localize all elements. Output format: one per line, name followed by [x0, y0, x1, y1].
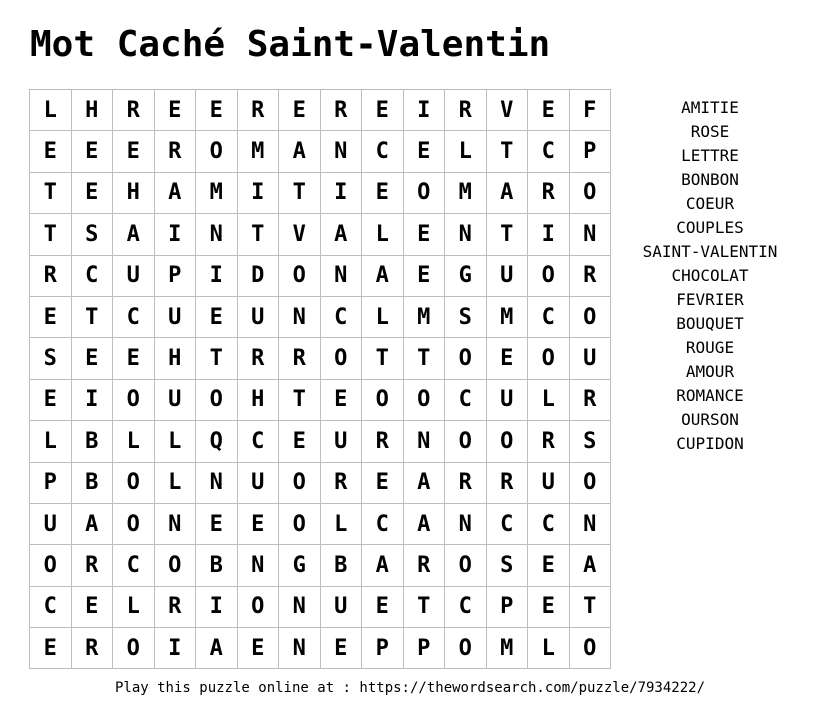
word-list-item: LETTRE: [681, 146, 739, 165]
grid-cell[interactable]: T: [279, 173, 321, 214]
grid-cell[interactable]: E: [404, 256, 446, 297]
grid-cell[interactable]: O: [279, 463, 321, 504]
grid-cell[interactable]: A: [113, 214, 155, 255]
grid-cell[interactable]: A: [570, 545, 612, 586]
grid-cell[interactable]: M: [404, 297, 446, 338]
grid-cell[interactable]: H: [72, 90, 114, 131]
grid-cell[interactable]: T: [72, 297, 114, 338]
grid-cell[interactable]: E: [404, 131, 446, 172]
grid-cell[interactable]: T: [570, 587, 612, 628]
grid-cell[interactable]: A: [487, 173, 529, 214]
grid-cell[interactable]: N: [321, 131, 363, 172]
grid-cell[interactable]: I: [238, 173, 280, 214]
grid-cell[interactable]: C: [321, 297, 363, 338]
grid-cell[interactable]: O: [196, 380, 238, 421]
grid-cell[interactable]: T: [30, 173, 72, 214]
word-list-item: CHOCOLAT: [671, 266, 749, 285]
grid-cell[interactable]: D: [238, 256, 280, 297]
grid-cell[interactable]: O: [30, 545, 72, 586]
grid-cell[interactable]: N: [445, 504, 487, 545]
grid-cell[interactable]: E: [72, 131, 114, 172]
grid-cell[interactable]: E: [238, 504, 280, 545]
grid-cell[interactable]: A: [404, 463, 446, 504]
grid-cell[interactable]: R: [570, 256, 612, 297]
grid-cell[interactable]: C: [528, 504, 570, 545]
grid-cell[interactable]: B: [72, 463, 114, 504]
grid-cell[interactable]: L: [528, 380, 570, 421]
grid-cell[interactable]: P: [570, 131, 612, 172]
grid-cell[interactable]: E: [528, 90, 570, 131]
grid-cell[interactable]: C: [362, 131, 404, 172]
grid-cell[interactable]: M: [196, 173, 238, 214]
grid-cell[interactable]: B: [321, 545, 363, 586]
grid-cell[interactable]: S: [487, 545, 529, 586]
grid-cell[interactable]: V: [487, 90, 529, 131]
grid-cell[interactable]: U: [155, 380, 197, 421]
word-list-item: BONBON: [681, 170, 739, 189]
grid-cell[interactable]: R: [487, 463, 529, 504]
grid-cell[interactable]: L: [362, 214, 404, 255]
grid-cell[interactable]: O: [404, 173, 446, 214]
grid-cell[interactable]: O: [404, 380, 446, 421]
grid-cell[interactable]: L: [113, 421, 155, 462]
grid-cell[interactable]: E: [30, 628, 72, 669]
word-list-item: AMITIE: [681, 98, 739, 117]
word-list-item: ROUGE: [685, 338, 735, 357]
grid-cell[interactable]: R: [445, 90, 487, 131]
grid-cell[interactable]: E: [362, 587, 404, 628]
play-online-footer: Play this puzzle online at : https://thewordsearch.com/puzzle/7934222/: [114, 680, 705, 696]
word-list-item: AMOUR: [685, 362, 735, 381]
grid-cell[interactable]: I: [155, 628, 197, 669]
grid-cell[interactable]: R: [404, 545, 446, 586]
grid-cell[interactable]: S: [72, 214, 114, 255]
grid-cell[interactable]: M: [445, 173, 487, 214]
grid-cell[interactable]: O: [570, 297, 612, 338]
grid-cell[interactable]: E: [196, 504, 238, 545]
grid-cell[interactable]: L: [321, 504, 363, 545]
grid-cell[interactable]: R: [528, 421, 570, 462]
grid-cell[interactable]: N: [570, 504, 612, 545]
grid-cell[interactable]: E: [30, 131, 72, 172]
grid-cell[interactable]: R: [113, 90, 155, 131]
grid-cell[interactable]: E: [196, 297, 238, 338]
grid-cell[interactable]: U: [487, 380, 529, 421]
grid-cell[interactable]: E: [238, 628, 280, 669]
grid-cell[interactable]: I: [404, 90, 446, 131]
grid-cell[interactable]: O: [113, 628, 155, 669]
grid-cell[interactable]: A: [279, 131, 321, 172]
grid-cell[interactable]: E: [279, 421, 321, 462]
word-list-item: OURSON: [681, 410, 739, 429]
grid-cell[interactable]: E: [72, 173, 114, 214]
grid-cell[interactable]: E: [362, 90, 404, 131]
word-list-item: SAINT-VALENTIN: [642, 242, 778, 261]
grid-cell[interactable]: H: [155, 338, 197, 379]
grid-cell[interactable]: N: [279, 587, 321, 628]
grid-cell[interactable]: T: [487, 131, 529, 172]
grid-cell[interactable]: R: [362, 421, 404, 462]
grid-cell[interactable]: E: [30, 297, 72, 338]
grid-cell[interactable]: P: [404, 628, 446, 669]
grid-cell[interactable]: O: [196, 131, 238, 172]
grid-cell[interactable]: R: [321, 90, 363, 131]
grid-cell[interactable]: O: [445, 421, 487, 462]
grid-cell[interactable]: L: [30, 90, 72, 131]
grid-cell[interactable]: E: [72, 587, 114, 628]
grid-cell[interactable]: G: [445, 256, 487, 297]
grid-cell[interactable]: R: [238, 338, 280, 379]
grid-cell[interactable]: N: [321, 256, 363, 297]
word-list-item: CUPIDON: [676, 434, 744, 453]
grid-cell[interactable]: E: [487, 338, 529, 379]
grid-cell[interactable]: H: [238, 380, 280, 421]
grid-cell[interactable]: U: [113, 256, 155, 297]
grid-cell[interactable]: G: [279, 545, 321, 586]
grid-cell[interactable]: R: [155, 131, 197, 172]
grid-cell[interactable]: T: [30, 214, 72, 255]
grid-cell[interactable]: E: [321, 628, 363, 669]
grid-cell[interactable]: C: [238, 421, 280, 462]
grid-cell[interactable]: O: [279, 256, 321, 297]
grid-cell[interactable]: N: [196, 214, 238, 255]
grid-cell[interactable]: P: [362, 628, 404, 669]
grid-cell[interactable]: U: [30, 504, 72, 545]
grid-cell[interactable]: C: [487, 504, 529, 545]
grid-cell[interactable]: U: [570, 338, 612, 379]
grid-cell[interactable]: U: [321, 587, 363, 628]
word-list-item: COEUR: [685, 194, 735, 213]
grid-cell[interactable]: T: [362, 338, 404, 379]
grid-cell[interactable]: M: [238, 131, 280, 172]
word-list-item: ROMANCE: [676, 386, 744, 405]
grid-cell[interactable]: F: [570, 90, 612, 131]
grid-cell[interactable]: Q: [196, 421, 238, 462]
grid-cell[interactable]: S: [445, 297, 487, 338]
grid-cell[interactable]: N: [279, 628, 321, 669]
grid-cell[interactable]: C: [362, 504, 404, 545]
grid-cell[interactable]: E: [72, 338, 114, 379]
word-list-item: FEVRIER: [676, 290, 744, 309]
grid-cell[interactable]: R: [279, 338, 321, 379]
grid-cell[interactable]: O: [362, 380, 404, 421]
grid-cell[interactable]: B: [196, 545, 238, 586]
grid-cell[interactable]: R: [72, 628, 114, 669]
grid-cell[interactable]: O: [321, 338, 363, 379]
grid-cell[interactable]: N: [238, 545, 280, 586]
grid-cell[interactable]: S: [570, 421, 612, 462]
grid-cell[interactable]: E: [155, 90, 197, 131]
grid-cell[interactable]: C: [445, 587, 487, 628]
grid-cell[interactable]: O: [113, 463, 155, 504]
grid-cell[interactable]: E: [113, 338, 155, 379]
grid-cell[interactable]: E: [279, 90, 321, 131]
grid-cell[interactable]: E: [113, 131, 155, 172]
grid-cell[interactable]: O: [113, 380, 155, 421]
grid-cell[interactable]: C: [113, 297, 155, 338]
grid-cell[interactable]: M: [487, 628, 529, 669]
grid-cell[interactable]: R: [321, 463, 363, 504]
grid-cell[interactable]: R: [238, 90, 280, 131]
puzzle-title: Mot Caché Saint-Valentin: [30, 24, 551, 65]
grid-cell[interactable]: O: [570, 628, 612, 669]
grid-cell[interactable]: L: [155, 463, 197, 504]
grid-cell[interactable]: L: [113, 587, 155, 628]
grid-cell[interactable]: O: [113, 504, 155, 545]
grid-cell[interactable]: L: [30, 421, 72, 462]
grid-cell[interactable]: R: [30, 256, 72, 297]
grid-cell[interactable]: P: [487, 587, 529, 628]
grid-cell[interactable]: N: [445, 214, 487, 255]
grid-cell[interactable]: A: [321, 214, 363, 255]
grid-cell[interactable]: R: [528, 173, 570, 214]
grid-cell[interactable]: E: [362, 173, 404, 214]
grid-cell[interactable]: H: [113, 173, 155, 214]
grid-cell[interactable]: I: [196, 256, 238, 297]
grid-cell[interactable]: A: [196, 628, 238, 669]
grid-cell[interactable]: N: [279, 297, 321, 338]
grid-cell[interactable]: V: [279, 214, 321, 255]
grid-cell[interactable]: R: [155, 587, 197, 628]
grid-cell[interactable]: O: [445, 338, 487, 379]
word-list: [610, 96, 810, 456]
grid-cell[interactable]: I: [196, 587, 238, 628]
grid-cell[interactable]: L: [362, 297, 404, 338]
grid-cell[interactable]: N: [570, 214, 612, 255]
grid-cell[interactable]: S: [30, 338, 72, 379]
grid-cell[interactable]: P: [155, 256, 197, 297]
grid-cell[interactable]: U: [238, 297, 280, 338]
grid-cell[interactable]: A: [155, 173, 197, 214]
grid-cell[interactable]: T: [487, 214, 529, 255]
grid-cell[interactable]: T: [279, 380, 321, 421]
grid-cell[interactable]: A: [362, 256, 404, 297]
grid-cell[interactable]: N: [404, 421, 446, 462]
grid-cell[interactable]: E: [196, 90, 238, 131]
grid-cell[interactable]: C: [113, 545, 155, 586]
grid-cell[interactable]: T: [238, 214, 280, 255]
word-list-item: ROSE: [690, 122, 730, 141]
grid-cell[interactable]: O: [570, 463, 612, 504]
grid-cell[interactable]: C: [445, 380, 487, 421]
grid-cell[interactable]: A: [404, 504, 446, 545]
grid-cell[interactable]: O: [279, 504, 321, 545]
grid-cell[interactable]: I: [155, 214, 197, 255]
grid-cell[interactable]: E: [528, 545, 570, 586]
grid-cell[interactable]: R: [72, 545, 114, 586]
grid-cell[interactable]: E: [30, 380, 72, 421]
grid-cell[interactable]: T: [404, 587, 446, 628]
grid-cell[interactable]: E: [321, 380, 363, 421]
grid-cell[interactable]: L: [155, 421, 197, 462]
grid-cell[interactable]: N: [155, 504, 197, 545]
grid-cell[interactable]: M: [487, 297, 529, 338]
grid-cell[interactable]: P: [30, 463, 72, 504]
grid-cell[interactable]: A: [362, 545, 404, 586]
grid-cell[interactable]: I: [528, 214, 570, 255]
word-list-item: COUPLES: [676, 218, 744, 237]
grid-cell[interactable]: I: [72, 380, 114, 421]
grid-cell[interactable]: U: [321, 421, 363, 462]
grid-cell[interactable]: T: [196, 338, 238, 379]
grid-cell[interactable]: E: [404, 214, 446, 255]
grid-cell[interactable]: N: [196, 463, 238, 504]
grid-cell[interactable]: T: [404, 338, 446, 379]
grid-cell[interactable]: O: [528, 256, 570, 297]
word-list-item: BOUQUET: [676, 314, 744, 333]
grid-cell[interactable]: U: [238, 463, 280, 504]
grid-cell[interactable]: C: [72, 256, 114, 297]
grid-cell[interactable]: A: [72, 504, 114, 545]
grid-cell[interactable]: O: [528, 338, 570, 379]
grid-cell[interactable]: U: [528, 463, 570, 504]
grid-cell[interactable]: I: [321, 173, 363, 214]
letter-grid[interactable]: [29, 89, 611, 669]
grid-cell[interactable]: O: [238, 587, 280, 628]
grid-cell[interactable]: L: [528, 628, 570, 669]
grid-cell[interactable]: O: [570, 173, 612, 214]
grid-cell[interactable]: R: [570, 380, 612, 421]
grid-cell[interactable]: O: [445, 628, 487, 669]
grid-cell[interactable]: O: [487, 421, 529, 462]
grid-cell[interactable]: C: [528, 297, 570, 338]
grid-cell[interactable]: C: [528, 131, 570, 172]
grid-cell[interactable]: R: [445, 463, 487, 504]
grid-cell[interactable]: O: [155, 545, 197, 586]
grid-cell[interactable]: U: [155, 297, 197, 338]
grid-cell[interactable]: C: [30, 587, 72, 628]
grid-cell[interactable]: B: [72, 421, 114, 462]
grid-cell[interactable]: U: [487, 256, 529, 297]
grid-cell[interactable]: L: [445, 131, 487, 172]
grid-cell[interactable]: O: [445, 545, 487, 586]
grid-cell[interactable]: E: [528, 587, 570, 628]
grid-cell[interactable]: E: [362, 463, 404, 504]
